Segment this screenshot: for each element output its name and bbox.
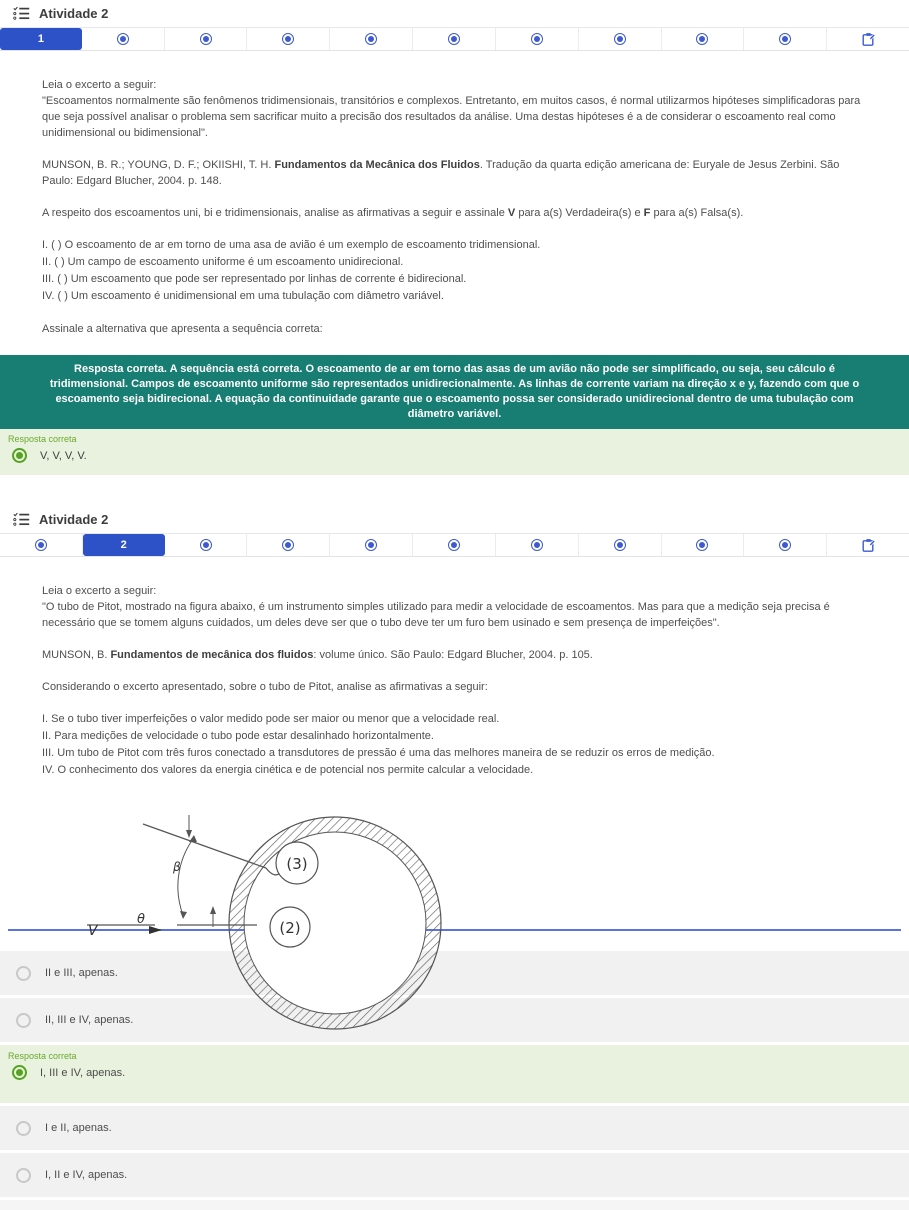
tab-question-8[interactable] — [579, 534, 662, 556]
pitot-tube-figure — [85, 811, 909, 939]
radio-button-icon — [35, 539, 47, 551]
statement-item: I. ( ) O escoamento de ar em torno de uma asa de avião é um exemplo de escoamento tridimensional. — [42, 239, 541, 251]
radio-unselected-icon[interactable] — [16, 1168, 31, 1183]
answer-option-label: I, II e IV, apenas. — [45, 1169, 128, 1181]
radio-unselected-icon[interactable] — [16, 1121, 31, 1136]
tab-question-1[interactable] — [0, 534, 83, 556]
feedback-banner: Resposta correta. A sequência está correta. O escoamento de ar em torno das asas de um avião não pode ser simplificado, ou seja, seu cálculo é tridimensional. Campos de escoamento uniforme são representados unidirecionalmente. As linhas de corrente variam na direção x e y, fazendo com que o escoamento seja bidirecional. A equação da continuidade garante que o escoamento possa ser considerado unidirecional dentro de uma tubulação com diâmetro variável. — [0, 355, 909, 429]
statement-list-1 — [42, 237, 867, 305]
question-body-2 — [0, 557, 909, 779]
question-quote: "Escoamentos normalmente são fenômenos tridimensionais, transitórios e complexos. Entretanto, em muitos casos, é normal utilizarmos hipóteses simplificadoras para que seja possível analisar o problema sem sacrificar muito a precisão dos resultados da análise. Uma destas hipóteses é a de considerar o escoamento real como unidimensional ou bidimensional". — [42, 95, 861, 139]
statement-list-2 — [42, 711, 867, 779]
radio-button-icon — [282, 33, 294, 45]
answer-option-label: I, III e IV, apenas. — [40, 1066, 126, 1079]
answer-option-label: V, V, V, V. — [40, 449, 87, 462]
tab-question-3[interactable] — [165, 534, 248, 556]
checklist-icon — [13, 6, 30, 21]
page-title: Atividade 2 — [39, 512, 109, 527]
options-gap — [0, 931, 909, 951]
statement-item: II. Para medições de velocidade o tubo pode estar desalinhado horizontalmente. — [42, 730, 434, 742]
radio-button-icon — [531, 539, 543, 551]
question-tabbar-1 — [0, 28, 909, 51]
tab-question-2-active[interactable]: 2 — [83, 534, 165, 556]
tab-question-2[interactable] — [82, 28, 165, 50]
statement-item: III. Um tubo de Pitot com três furos conectado a transdutores de pressão é uma das melhores maneira de se reduzir os erros de medição. — [42, 747, 715, 759]
question-intro: Leia o excerto a seguir: — [42, 79, 157, 91]
page-title: Atividade 2 — [39, 6, 109, 21]
question-instruction: Considerando o excerto apresentado, sobre o tubo de Pitot, analise as afirmativas a seguir: — [42, 681, 488, 693]
activity-header — [0, 506, 909, 534]
correct-answer-badge: Resposta correta — [8, 434, 77, 444]
tab-question-3[interactable] — [165, 28, 248, 50]
answer-option[interactable] — [0, 1106, 909, 1150]
tab-question-10[interactable] — [744, 28, 827, 50]
radio-unselected-icon[interactable] — [16, 966, 31, 981]
radio-button-icon — [448, 33, 460, 45]
correct-answer-row-1[interactable] — [0, 429, 909, 475]
assignment-edit-icon — [861, 32, 876, 47]
tab-question-8[interactable] — [579, 28, 662, 50]
radio-button-icon — [117, 33, 129, 45]
radio-button-icon — [779, 539, 791, 551]
radio-button-icon — [365, 539, 377, 551]
figure-label-v: V — [88, 923, 98, 939]
correct-answer-badge: Resposta correta — [8, 1051, 77, 1061]
tab-summary[interactable] — [827, 28, 909, 50]
question-intro: Leia o excerto a seguir: — [42, 585, 157, 597]
tab-question-4[interactable] — [247, 534, 330, 556]
answer-option-label: I e II, apenas. — [45, 1122, 112, 1134]
tab-question-6[interactable] — [413, 28, 496, 50]
tab-question-9[interactable] — [662, 28, 745, 50]
figure-label-theta: θ — [137, 912, 145, 927]
answer-option[interactable] — [0, 1153, 909, 1197]
radio-button-icon — [531, 33, 543, 45]
radio-button-icon — [448, 539, 460, 551]
question-citation: MUNSON, B. R.; YOUNG, D. F.; OKIISHI, T. H. Fundamentos da Mecânica dos Fluidos. Tradução da quarta edição americana de: Euryale de Jesus Zerbini. São Paulo: Edgard Blucher, 2004. p. 148. — [42, 159, 840, 187]
figure-label-beta: β — [173, 860, 181, 874]
answer-option[interactable] — [0, 998, 909, 1042]
footer-strip — [0, 1200, 909, 1210]
options-list — [0, 951, 909, 1197]
question-instruction: A respeito dos escoamentos uni, bi e tridimensionais, analise as afirmativas a seguir e assinale V para a(s) Verdadeira(s) e F para a(s) Falsa(s). — [42, 207, 744, 219]
tab-question-5[interactable] — [330, 534, 413, 556]
radio-unselected-icon[interactable] — [16, 1013, 31, 1028]
radio-button-icon — [614, 539, 626, 551]
radio-selected-icon[interactable] — [12, 448, 27, 463]
answer-option-correct[interactable] — [0, 1045, 909, 1103]
figure-label-2: (2) — [279, 919, 301, 937]
question-tabbar-2 — [0, 534, 909, 557]
question-closing: Assinale a alternativa que apresenta a sequência correta: — [42, 323, 323, 335]
radio-button-icon — [200, 539, 212, 551]
radio-button-icon — [365, 33, 377, 45]
tab-question-7[interactable] — [496, 28, 579, 50]
tab-question-4[interactable] — [247, 28, 330, 50]
statement-item: I. Se o tubo tiver imperfeições o valor medido pode ser maior ou menor que a velocidade real. — [42, 713, 500, 725]
tab-question-6[interactable] — [413, 534, 496, 556]
question-body-1 — [0, 51, 909, 355]
statement-item: IV. ( ) Um escoamento é unidimensional em uma tubulação com diâmetro variável. — [42, 290, 444, 302]
question-citation: MUNSON, B. Fundamentos de mecânica dos fluidos: volume único. São Paulo: Edgard Blucher, 2004. p. 105. — [42, 649, 593, 661]
radio-button-icon — [696, 33, 708, 45]
tab-question-9[interactable] — [662, 534, 745, 556]
radio-selected-icon[interactable] — [12, 1065, 27, 1080]
tab-question-10[interactable] — [744, 534, 827, 556]
activity-header — [0, 0, 909, 28]
tab-question-7[interactable] — [496, 534, 579, 556]
statement-item: IV. O conhecimento dos valores da energia cinética e de potencial nos permite calcular a velocidade. — [42, 764, 534, 776]
radio-button-icon — [200, 33, 212, 45]
radio-button-icon — [282, 539, 294, 551]
question-quote: "O tubo de Pitot, mostrado na figura abaixo, é um instrumento simples utilizado para medir a velocidade de escoamentos. Mas para que a medição seja precisa é necessário que se tomem alguns cuidados, um deles deve ser que o tubo deve ter um furo bem usinado e sem presença de imperfeições". — [42, 601, 830, 629]
section-gap — [0, 475, 909, 506]
figure-label-3: (3) — [286, 855, 308, 873]
activity-card-1 — [0, 0, 909, 475]
statement-item: II. ( ) Um campo de escoamento uniforme é um escoamento unidirecional. — [42, 256, 404, 268]
answer-option[interactable] — [0, 951, 909, 995]
activity-card-2 — [0, 506, 909, 939]
radio-button-icon — [696, 539, 708, 551]
radio-button-icon — [614, 33, 626, 45]
tab-question-1-active[interactable]: 1 — [0, 28, 82, 50]
statement-item: III. ( ) Um escoamento que pode ser representado por linhas de corrente é bidirecional. — [42, 273, 467, 285]
answer-option-label: II, III e IV, apenas. — [45, 1014, 134, 1026]
assignment-edit-icon — [861, 538, 876, 553]
checklist-icon — [13, 512, 30, 527]
tab-question-5[interactable] — [330, 28, 413, 50]
radio-button-icon — [779, 33, 791, 45]
answer-option-label: II e III, apenas. — [45, 967, 118, 979]
tab-summary[interactable] — [827, 534, 909, 556]
